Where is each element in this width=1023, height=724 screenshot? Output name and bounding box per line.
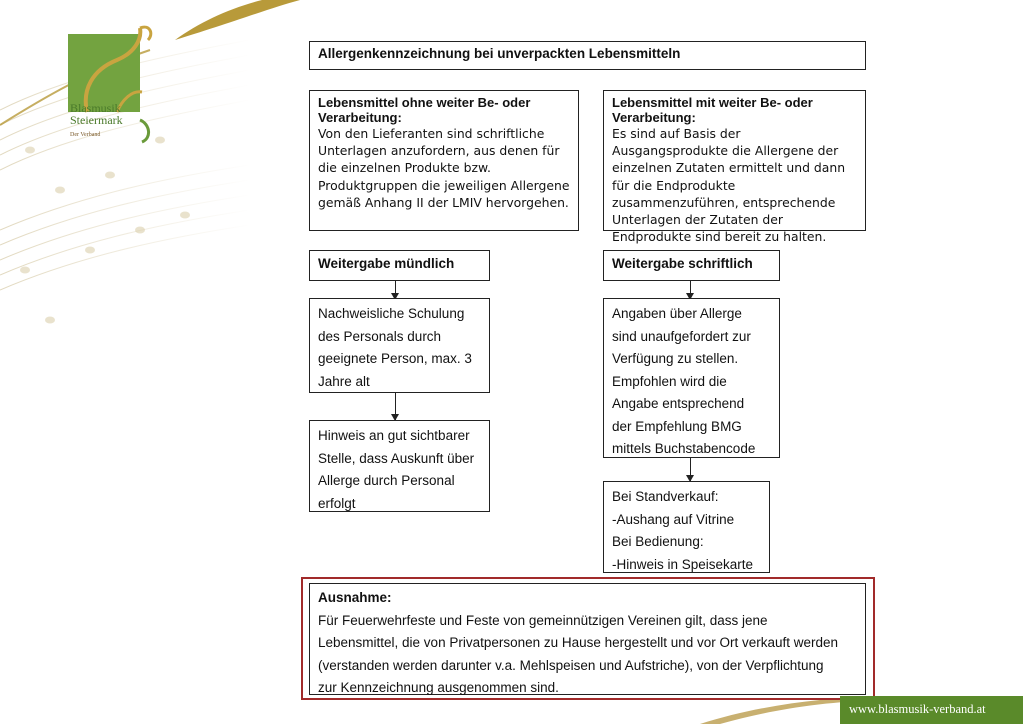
right-top-heading: Lebensmittel mit weiter Be- oder Verarbeitung:	[612, 95, 813, 125]
left-step1-line: des Personals durch	[318, 328, 442, 344]
left-step2-line: Hinweis an gut sichtbarer	[318, 428, 470, 443]
right-step2-line: -Hinweis in Speisekarte	[612, 556, 754, 572]
diagram-title: Allergenkennzeichnung bei unverpackten Lebensmitteln	[309, 41, 866, 70]
left-step2-line: Allerge durch Personal	[318, 473, 455, 488]
left-step1-line: geeignete Person, max. 3	[318, 351, 472, 366]
right-branch-label: Weitergabe schriftlich	[603, 250, 780, 281]
exception-box	[309, 583, 866, 695]
logo-text	[70, 102, 160, 141]
right-step1-box	[603, 298, 780, 458]
exception-line: Lebensmittel, die von Privatpersonen zu Hause hergestellt und vor Ort verkauft werden	[318, 635, 839, 650]
logo-line-1: Blasmusik	[70, 101, 121, 115]
left-step2-box	[309, 420, 490, 512]
exception-line: (verstanden werden darunter v.a. Mehlspeisen und Aufstriche), von der Verpflichtung	[318, 657, 824, 673]
right-step1-line: Angabe entsprechend	[612, 396, 745, 411]
right-top-box	[603, 90, 866, 245]
logo-line-2: Steiermark	[70, 113, 123, 127]
left-top-heading: Lebensmittel ohne weiter Be- oder Verarbeitung:	[318, 95, 531, 125]
right-step2-box	[603, 481, 770, 573]
right-step1-line: Empfohlen wird die	[612, 373, 727, 389]
right-step1-line: mittels Buchstabencode	[612, 441, 756, 456]
exception-line: Für Feuerwehrfeste und Feste von gemeinnützigen Vereinen gilt, dass jene	[318, 612, 768, 628]
right-step1-line: Verfügung zu stellen.	[612, 351, 739, 366]
arrow-left-2	[395, 393, 396, 420]
right-top-body: Es sind auf Basis der Ausgangsprodukte die Allergene der einzelnen Zutaten ermittelt und dann für die Endprodukte zusammenzuführen, entsprechende Unterlagen der Zutaten der Endprodukte sind bereit zu halten.	[612, 126, 846, 245]
gold-swoosh-top	[175, 0, 300, 40]
left-top-box	[309, 90, 579, 231]
right-step1-line: Angaben über Allerge	[612, 306, 742, 321]
left-top-body: Von den Lieferanten sind schriftliche Unterlagen anzufordern, aus denen für die einzelnen Produkte bzw. Produktgruppen die jeweiligen Allergene gemäß Anhang II der LMIV hervorgehen.	[318, 126, 570, 210]
arrow-right-1	[690, 281, 691, 299]
left-branch-label: Weitergabe mündlich	[309, 250, 490, 281]
left-step1-line: Nachweisliche Schulung	[318, 306, 465, 321]
exception-line: zur Kennzeichnung ausgenommen sind.	[318, 680, 559, 695]
left-step1-box	[309, 298, 490, 393]
exception-heading: Ausnahme:	[318, 590, 392, 605]
right-step1-line: der Empfehlung BMG	[612, 418, 742, 434]
music-notes-decoration	[20, 137, 190, 324]
logo-line-3: Der Verband	[70, 132, 101, 138]
left-step2-line: Stelle, dass Auskunft über	[318, 450, 475, 466]
right-step2-line: Bei Standverkauf:	[612, 489, 719, 504]
footer-url[interactable]: www.blasmusik-verband.at	[849, 702, 986, 716]
right-step1-line: sind unaufgefordert zur	[612, 328, 751, 344]
left-step1-line: Jahre alt	[318, 373, 370, 389]
right-step2-line: -Aushang auf Vitrine	[612, 511, 735, 527]
left-step2-line: erfolgt	[318, 495, 356, 511]
arrow-left-1	[395, 281, 396, 299]
arrow-right-2	[690, 458, 691, 481]
right-step2-line: Bei Bedienung:	[612, 534, 704, 549]
